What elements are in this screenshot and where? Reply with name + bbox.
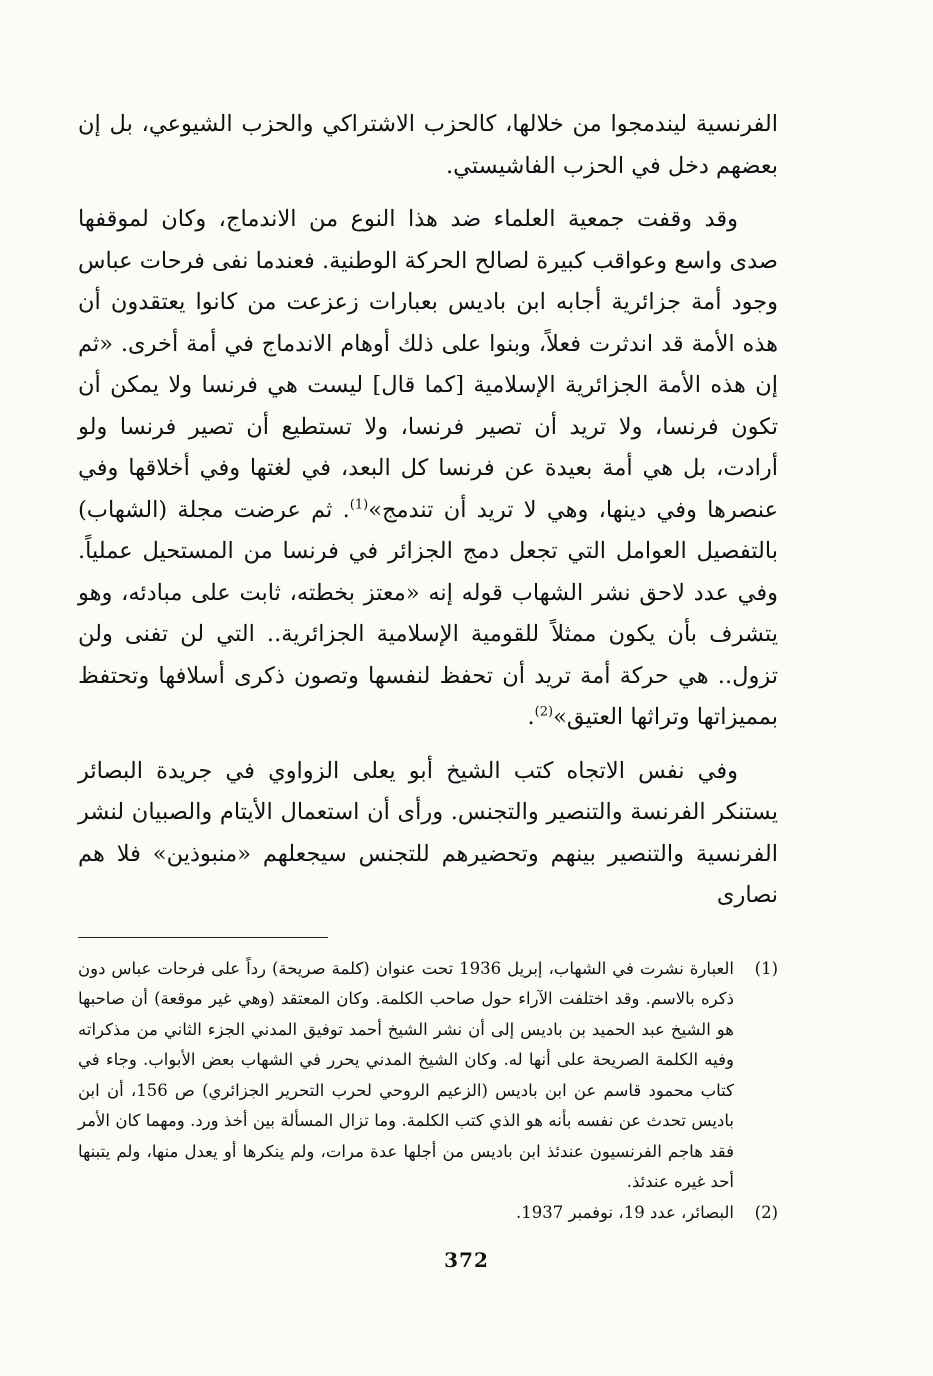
paragraph-2-end: .	[527, 704, 535, 730]
footnote-separator	[78, 937, 328, 938]
footnote-separator-wrap	[78, 937, 778, 938]
page-number: 372	[444, 1248, 489, 1272]
paragraph-1-text: الفرنسية ليندمجوا من خلالها، كالحزب الاشتراكي والحزب الشيوعي، بل إن بعضهم دخل في الحزب الفاشيستي.	[78, 111, 778, 179]
footnote-2	[78, 1198, 778, 1229]
paragraph-3-text: وفي نفس الاتجاه كتب الشيخ أبو يعلى الزواوي في جريدة البصائر يستنكر الفرنسة والتنصير والتجنس. ورأى أن استعمال الأيتام والصبيان لنشر الفرنسية والتنصير بينهم وتحضيرهم للتجنس سيجعلهم «منبوذين» فلا هم نصارى	[78, 757, 778, 908]
body-paragraph-2	[78, 199, 778, 739]
footnote-1-text: العبارة نشرت في الشهاب، إبريل 1936 تحت عنوان (كلمة صريحة) رداً على فرحات عباس دون ذكره بالاسم. وقد اختلفت الآراء حول صاحب الكلمة. وكان المعتقد (وهي غير موقعة) أن صاحبها هو الشيخ عبد الحميد بن باديس إلى أن نشر الشيخ أحمد توفيق المدني الجزء الثاني من مذكراته وفيه الكلمة الصريحة على أنها له. وكان الشيخ المدني يحرر في الشهاب بعض الأبواب. وجاء في كتاب محمود قاسم عن ابن باديس (الزعيم الروحي لحرب التحرير الجزائري) ص 156، أن ابن باديس تحدث عن نفسه بأنه هو الذي كتب الكلمة. وما تزال المسألة بين أخذ ورد. ومهما كان الأمر فقد هاجم الفرنسيون عندئذ ابن باديس من أجلها عدة مرات، ولم ينكرها أو يعدل منها، ولم يتبنها أحد غيره عندئذ.	[78, 958, 734, 1191]
footnote-1	[78, 954, 778, 1198]
footnote-ref-2[interactable]: (2)	[534, 704, 554, 720]
footnote-2-number: (2)	[754, 1202, 778, 1222]
body-paragraph-1	[78, 104, 778, 187]
page-content	[78, 104, 778, 1228]
paragraph-2-text: وقد وقفت جمعية العلماء ضد هذا النوع من الاندماج، وكان لموقفها صدى واسع وعواقب كبيرة لصالح الحركة الوطنية. فعندما نفى فرحات عباس وجود أمة جزائرية أجابه ابن باديس بعبارات زعزعت من كانوا يعتقدون أن هذه الأمة قد اندثرت فعلاً، وبنوا على ذلك أوهام الاندماج في أمة أخرى. «ثم إن هذه الأمة الجزائرية الإسلامية [كما قال] ليست هي فرنسا ولا يمكن أن تكون فرنسا، ولا تريد أن تصير فرنسا، ولا تستطيع أن تصير فرنسا ولو أرادت، بل هي أمة بعيدة عن فرنسا كل البعد، في لغتها وفي أخلاقها وفي عنصرها وفي دينها، وهي لا تريد أن تندمج»	[78, 206, 778, 523]
footnote-ref-1[interactable]: (1)	[349, 497, 369, 512]
body-paragraph-3	[78, 751, 778, 917]
paragraph-2-continuation: . ثم عرضت مجلة (الشهاب) بالتفصيل العوامل التي تجعل دمج الجزائر في فرنسا من المستحيل عملياً. وفي عدد لاحق نشر الشهاب قوله إنه «معتز بخطته، ثابت على مبادئه، وهو يتشرف بأن يكون ممثلاً للقومية الإسلامية الجزائرية.. التي لن تفنى ولن تزول.. هي حركة أمة تريد أن تحفظ لنفسها وتصون ذكرى أسلافها وتحتفظ بمميزاتها وتراثها العتيق»	[78, 496, 778, 730]
footnote-2-text: البصائر، عدد 19، نوفمبر 1937.	[516, 1202, 734, 1222]
footnote-1-number: (1)	[754, 958, 778, 978]
